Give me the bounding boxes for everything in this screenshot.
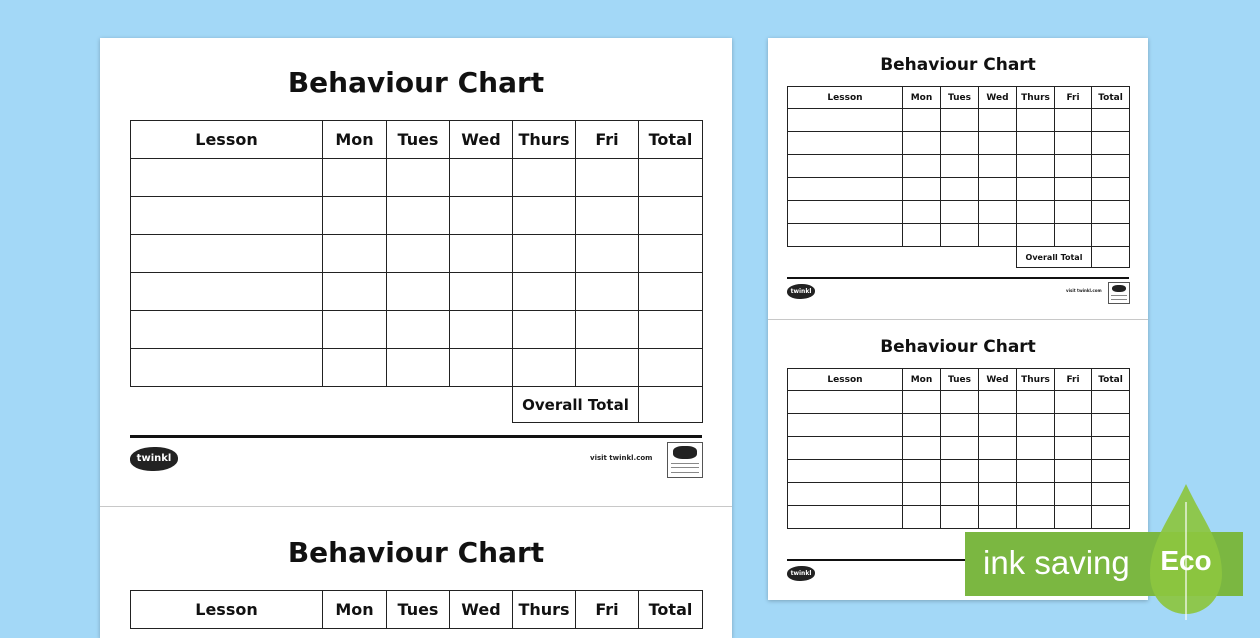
header-total: Total — [1092, 369, 1130, 391]
footer-url: visit twinkl.com — [590, 454, 653, 462]
table-row — [788, 506, 1130, 529]
header-lesson: Lesson — [788, 87, 903, 109]
large-preview-page — [100, 38, 732, 638]
header-thurs: Thurs — [513, 121, 576, 159]
header-fri: Fri — [576, 121, 639, 159]
twinkl-logo: twinkl — [787, 284, 815, 299]
header-total: Total — [639, 121, 703, 159]
overall-total-cell — [639, 387, 703, 423]
header-total: Total — [639, 591, 703, 629]
table-row — [788, 391, 1130, 414]
header-fri: Fri — [1055, 369, 1092, 391]
table-row — [131, 349, 703, 387]
worksheet-top — [768, 38, 1148, 319]
header-wed: Wed — [450, 591, 513, 629]
header-fri: Fri — [1055, 87, 1092, 109]
chart-title: Behaviour Chart — [287, 66, 545, 99]
footer-url: visit twinkl.com — [1066, 288, 1102, 293]
header-lesson: Lesson — [131, 121, 323, 159]
twinkl-logo: twinkl — [787, 566, 815, 581]
table-row — [131, 311, 703, 349]
twinkl-logo: twinkl — [130, 447, 178, 471]
overall-total-cell — [1092, 247, 1130, 268]
header-thurs: Thurs — [1017, 87, 1055, 109]
header-total: Total — [1092, 87, 1130, 109]
header-tues: Tues — [387, 121, 450, 159]
behaviour-table — [130, 590, 703, 629]
header-wed: Wed — [450, 121, 513, 159]
table-row — [788, 109, 1130, 132]
header-mon: Mon — [323, 591, 387, 629]
header-lesson: Lesson — [131, 591, 323, 629]
table-row — [131, 197, 703, 235]
header-tues: Tues — [941, 87, 979, 109]
small-preview-page — [768, 38, 1148, 600]
chart-title: Behaviour Chart — [287, 536, 545, 569]
header-wed: Wed — [979, 87, 1017, 109]
footer-rule — [787, 277, 1129, 279]
table-row — [788, 460, 1130, 483]
table-row — [131, 273, 703, 311]
table-row — [788, 224, 1130, 247]
header-tues: Tues — [387, 591, 450, 629]
table-row — [788, 178, 1130, 201]
eco-badge-label: Eco — [1160, 545, 1212, 576]
header-mon: Mon — [323, 121, 387, 159]
table-row — [131, 159, 703, 197]
header-wed: Wed — [979, 369, 1017, 391]
header-thurs: Thurs — [513, 591, 576, 629]
header-tues: Tues — [941, 369, 979, 391]
footer-rule — [130, 435, 702, 438]
header-lesson: Lesson — [788, 369, 903, 391]
overall-total-label: Overall Total — [1017, 247, 1092, 268]
behaviour-table — [130, 120, 703, 423]
table-row — [788, 483, 1130, 506]
worksheet-top — [100, 38, 732, 506]
ink-saving-label: ink saving — [983, 544, 1130, 581]
header-mon: Mon — [903, 87, 941, 109]
header-thurs: Thurs — [1017, 369, 1055, 391]
twinkl-badge-icon — [1108, 282, 1130, 304]
worksheet-bottom — [100, 507, 732, 638]
table-row — [788, 414, 1130, 437]
chart-title: Behaviour Chart — [880, 337, 1036, 357]
overall-total-label: Overall Total — [513, 387, 639, 423]
table-row — [788, 132, 1130, 155]
table-row — [788, 437, 1130, 460]
header-mon: Mon — [903, 369, 941, 391]
twinkl-badge-icon — [667, 442, 703, 478]
chart-title: Behaviour Chart — [880, 55, 1036, 75]
table-row — [788, 155, 1130, 178]
table-row — [131, 235, 703, 273]
table-row — [788, 201, 1130, 224]
behaviour-table — [787, 368, 1130, 529]
header-fri: Fri — [576, 591, 639, 629]
behaviour-table — [787, 86, 1130, 268]
